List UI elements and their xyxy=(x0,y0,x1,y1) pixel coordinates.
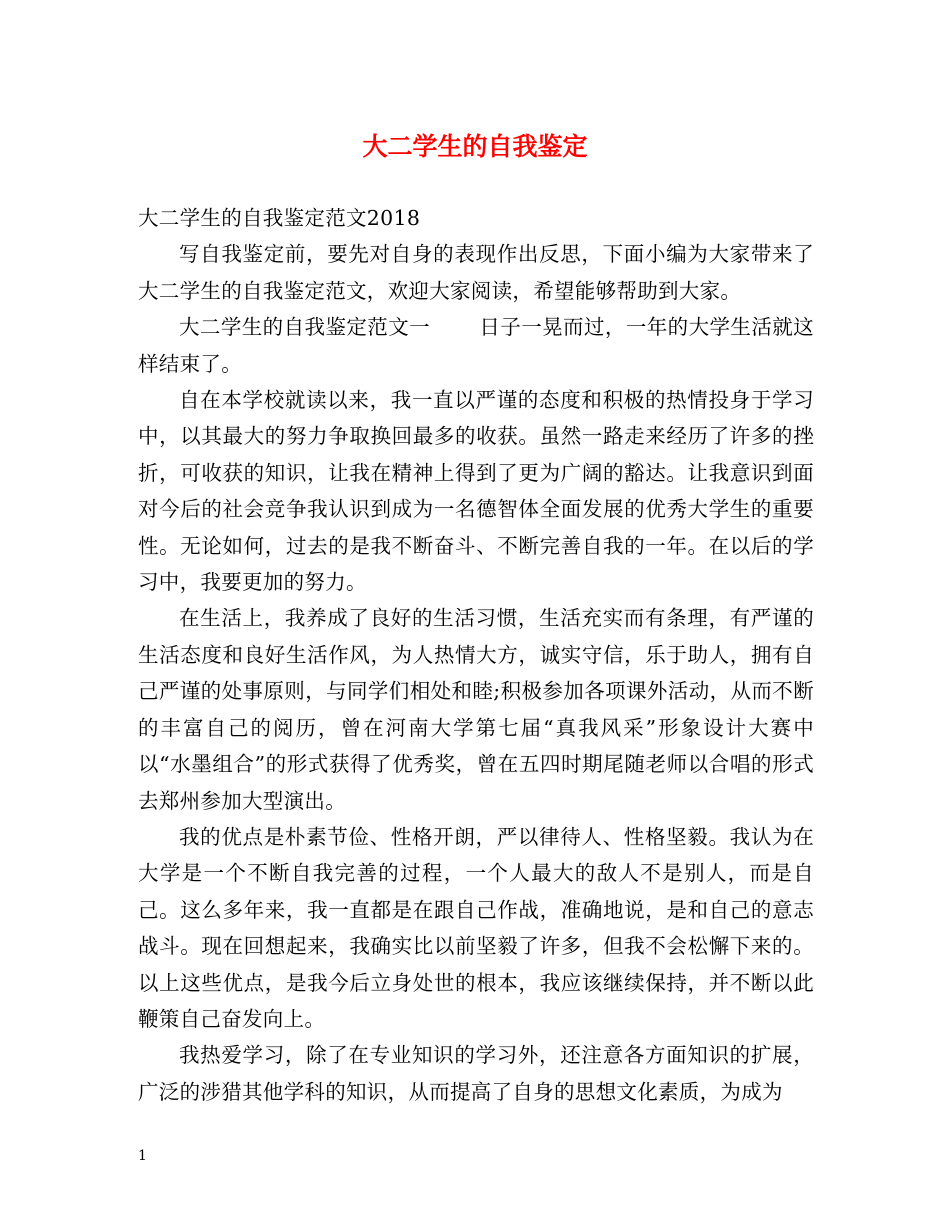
study-paragraph: 自在本学校就读以来，我一直以严谨的态度和积极的热情投身于学习中，以其最大的努力争取换回最多的收获。虽然一路走来经历了许多的挫折，可收获的知识，让我在精神上得到了更为广阔的豁达。让我意识到面对今后的社会竞争我认识到成为一名德智体全面发展的优秀大学生的重要性。无论如何，过去的是我不断奋斗、不断完善自我的一年。在以后的学习中，我要更加的努力。 xyxy=(138,388,814,595)
section-paragraph xyxy=(138,309,814,382)
document-title: 大二学生的自我鉴定 xyxy=(362,132,588,161)
document-body xyxy=(138,200,814,1110)
learning-paragraph: 我热爱学习，除了在专业知识的学习外，还注意各方面知识的扩展，广泛的涉猎其他学科的知识，从而提高了自身的思想文化素质，为成为 xyxy=(138,1043,814,1104)
section-heading: 大二学生的自我鉴定范文一 xyxy=(179,315,431,340)
life-paragraph: 在生活上，我养成了良好的生活习惯，生活充实而有条理，有严谨的生活态度和良好生活作风，为人热情大方，诚实守信，乐于助人，拥有自己严谨的处事原则，与同学们相处和睦;积极参加各项课外活动，从而不断的丰富自己的阅历，曾在河南大学第七届“真我风采”形象设计大赛中以“水墨组合”的形式获得了优秀奖，曾在五四时期尾随老师以合唱的形式去郑州参加大型演出。 xyxy=(138,606,814,813)
strengths-paragraph: 我的优点是朴素节俭、性格开朗，严以律待人、性格坚毅。我认为在大学是一个不断自我完善的过程，一个人最大的敌人不是别人，而是自己。这么多年来，我一直都是在跟自己作战，准确地说，是和自己的意志战斗。现在回想起来，我确实比以前坚毅了许多，但我不会松懈下来的。以上这些优点，是我今后立身处世的根本，我应该继续保持，并不断以此鞭策自己奋发向上。 xyxy=(138,824,814,1031)
section-opening-text: 日子一晃而过，一年的大学生活就这样结束了。 xyxy=(138,315,814,376)
page-number: 1 xyxy=(138,1148,147,1164)
intro-paragraph: 写自我鉴定前，要先对自身的表现作出反思，下面小编为大家带来了大二学生的自我鉴定范文，欢迎大家阅读，希望能够帮助到大家。 xyxy=(138,242,814,303)
subtitle-paragraph: 大二学生的自我鉴定范文2018 xyxy=(138,206,421,230)
